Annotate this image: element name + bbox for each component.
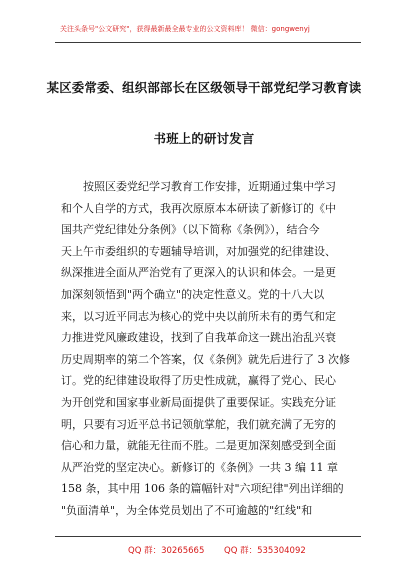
body-line: 国共产党纪律处分条例》（以下简称《条例》），结合今 [61,223,320,237]
footer-qq-group-2: QQ 群：535304092 [224,546,306,556]
body-line: 力推进党风廉政建设，找到了自我革命这一跳出治乱兴衰 [61,331,336,345]
header-note: 关注头条号"公文研究"，获得最新最全最专业的公文资料库！ 微信：gongwenyj [60,25,310,33]
body-line: 为开创党和国家事业新局面提供了重要保证。实践充分证 [61,395,336,409]
body-line: 信心和力量，就能无往而不胜。二是更加深刻感受到全面 [61,439,336,453]
footer-divider [55,536,361,537]
body-line: 和个人自学的方式，我再次原原本本研读了新修订的《中 [61,201,336,215]
body-line: 纵深推进全面从严治党有了更深入的认识和体会。一是更 [61,266,336,280]
body-line: 天上午市委组织的专题辅导培训，对加强党的纪律建设、 [61,244,336,258]
body-line: 158 条，其中用 106 条的篇幅针对"六项纪律"列出详细的 [61,482,344,496]
body-line: 加深刻领悟到"两个确立"的决定性意义。党的十八大以 [61,287,325,301]
footer-qq-group-1: QQ 群：30265665 [128,546,205,556]
body-line: "负面清单"，为全体党员划出了不可逾越的"红线"和 [61,503,313,517]
body-line: 历史周期率的第二个答案，仅《条例》就先后进行了 3 次修 [61,352,350,366]
body-line: 来，以习近平同志为核心的党中央以前所未有的勇气和定 [61,309,336,323]
document-title-line-2: 书班上的研讨发言 [153,131,255,146]
body-line: 订。党的纪律建设取得了历史性成就，赢得了党心、民心 [61,374,336,388]
document-body [61,176,351,522]
document-title-line-1: 某区委常委、组织部部长在区级领导干部党纪学习教育读 [46,80,362,95]
body-line: 从严治党的坚定决心。新修订的《条例》一共 3 编 11 章 [61,460,338,474]
body-line: 按照区委党纪学习教育工作安排，近期通过集中学习 [61,180,336,193]
body-line: 明，只要有习近平总书记领航掌舵，我们就充满了无穷的 [61,417,336,431]
header-divider [55,42,361,43]
